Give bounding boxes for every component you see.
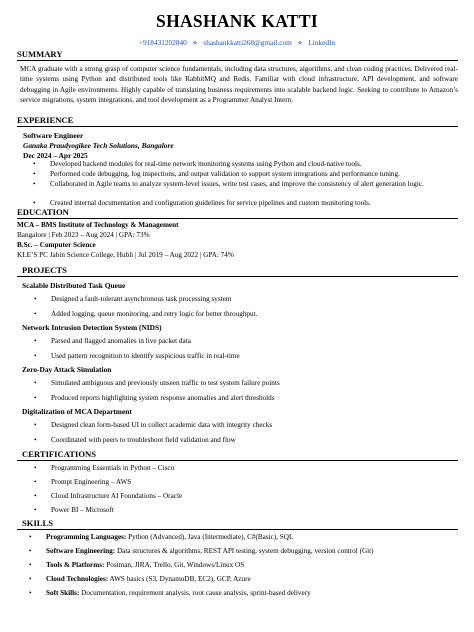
bullet-icon: • <box>33 160 36 168</box>
section-divider <box>17 460 458 461</box>
certifications-heading: CERTIFICATIONS <box>22 449 97 459</box>
list-item: • Designed clean form-based UI to collect academic data with integrity checks <box>34 421 273 429</box>
bullet-icon: • <box>34 478 37 486</box>
email-link[interactable]: shashankkatti268@gmail.com <box>203 38 292 47</box>
bullet-icon: • <box>33 199 36 207</box>
bullet-icon: • <box>34 310 37 318</box>
list-item: • Created internal documentation and configuration guidelines for service pipelines and custom monitoring tools. <box>33 199 371 207</box>
education-heading: EDUCATION <box>17 207 69 217</box>
list-item: • Designed a fault-tolerant asynchronous task processing system <box>34 295 232 303</box>
bullet-icon: • <box>33 180 36 188</box>
resume-name: SHASHANK KATTI <box>156 11 318 31</box>
section-divider <box>17 126 458 127</box>
summary-heading: SUMMARY <box>17 49 63 59</box>
bullet-icon: • <box>33 170 36 178</box>
education-details: KLE’S PC Jabin Science College, Hubli | Jul 2019 – Aug 2022 | GPA: 74% <box>17 251 234 259</box>
list-item: • Performed code debugging, log inspections, and output validation to support system integrations and performance tuning. <box>33 170 400 178</box>
list-item: • Parsed and flagged anomalies in live packet data <box>34 337 191 345</box>
list-item: • Collaborated in Agile teams to analyze system-level issues, write test cases, and improve the consistency of alert generation logic. <box>33 180 424 188</box>
bullet-icon: • <box>34 464 37 472</box>
separator-icon: ⋄ <box>192 38 198 47</box>
project-title: Zero-Day Attack Simulation <box>22 365 112 374</box>
separator-icon: ⋄ <box>297 38 303 47</box>
bullet-icon: • <box>29 575 32 583</box>
education-degree: MCA – BMS Institute of Technology & Management <box>17 221 179 229</box>
experience-heading: EXPERIENCE <box>17 115 74 125</box>
project-title: Digitalization of MCA Department <box>22 407 132 416</box>
education-degree: B.Sc. – Computer Science <box>17 241 96 249</box>
phone-link[interactable]: +918431202840 <box>138 38 187 47</box>
job-dates: Dec 2024 – Apr 2025 <box>23 151 88 160</box>
list-item: • Coordinated with peers to troubleshoot field validation and flow <box>34 436 236 444</box>
section-divider <box>17 529 458 530</box>
linkedin-link[interactable]: LinkedIn <box>308 38 336 47</box>
bullet-icon: • <box>29 589 32 597</box>
list-item: • Programming Languages: Python (Advanced), Java (Intermediate), C#(Basic), SQL <box>29 533 294 541</box>
projects-heading: PROJECTS <box>22 265 67 275</box>
job-title: Software Engineer <box>23 131 84 140</box>
bullet-icon: • <box>34 337 37 345</box>
list-item: • Produced reports highlighting system response anomalies and alert thresholds <box>34 394 275 402</box>
summary-text: MCA graduate with a strong grasp of computer science fundamentals, including data structures, algorithms, and clean coding practices. Delivered real-time systems using Python and distributed tools like RabbitMQ and Redis. Familiar with cloud infrastructure, API development, and software debugging in Agile environments. Highly capable of translating business requirements into scalable backend logic. Seeking to contribute to Amazon’s service migrations, system integrations, and tool development as a Programmer Analyst Intern. <box>20 65 458 104</box>
bullet-icon: • <box>34 492 37 500</box>
list-item: • Added logging, queue monitoring, and retry logic for better throughput. <box>34 310 258 318</box>
bullet-icon: • <box>34 506 37 514</box>
list-item: • Power BI – Microsoft <box>34 506 114 514</box>
bullet-icon: • <box>34 352 37 360</box>
list-item: • Prompt Engineering – AWS <box>34 478 132 486</box>
list-item: • Programming Essentials in Python – Cisco <box>34 464 175 472</box>
list-item: • Soft Skills: Documentation, requirement analysis, root cause analysis, sprint-based delivery <box>29 589 311 597</box>
contact-line <box>0 38 474 47</box>
list-item: • Simulated ambiguous and previously unseen traffic to test system failure points <box>34 379 280 387</box>
bullet-icon: • <box>29 547 32 555</box>
section-divider <box>17 276 458 277</box>
list-item: • Developed backend modules for real-time network monitoring systems using Python and cloud-native tools. <box>33 160 362 168</box>
bullet-icon: • <box>34 421 37 429</box>
project-title: Scalable Distributed Task Queue <box>22 281 126 290</box>
list-item: • Used pattern recognition to identify suspicious traffic in real-time <box>34 352 240 360</box>
bullet-icon: • <box>34 394 37 402</box>
section-divider <box>17 218 458 219</box>
list-item: • Tools & Platforms: Postman, JIRA, Trello, Git, Windows/Linux OS <box>29 561 245 569</box>
skills-heading: SKILLS <box>22 518 54 528</box>
list-item: • Software Engineering: Data structures & algorithms, REST API testing, system debugging, version control (Git) <box>29 547 374 555</box>
bullet-icon: • <box>34 295 37 303</box>
bullet-icon: • <box>34 436 37 444</box>
list-item: • Cloud Infrastructure AI Foundations – Oracle <box>34 492 183 500</box>
list-item: • Cloud Technologies: AWS basics (S3, DynamoDB, EC2), GCP, Azure <box>29 575 251 583</box>
bullet-icon: • <box>29 533 32 541</box>
bullet-icon: • <box>34 379 37 387</box>
project-title: Network Intrusion Detection System (NIDS) <box>22 323 162 332</box>
education-details: Bangalore | Feb 2023 – Aug 2024 | GPA: 73% <box>17 231 150 239</box>
bullet-icon: • <box>29 561 32 569</box>
section-divider <box>17 60 458 61</box>
job-company: Ganaka Praudyogikee Tech Solutions, Bangalore <box>23 141 174 150</box>
